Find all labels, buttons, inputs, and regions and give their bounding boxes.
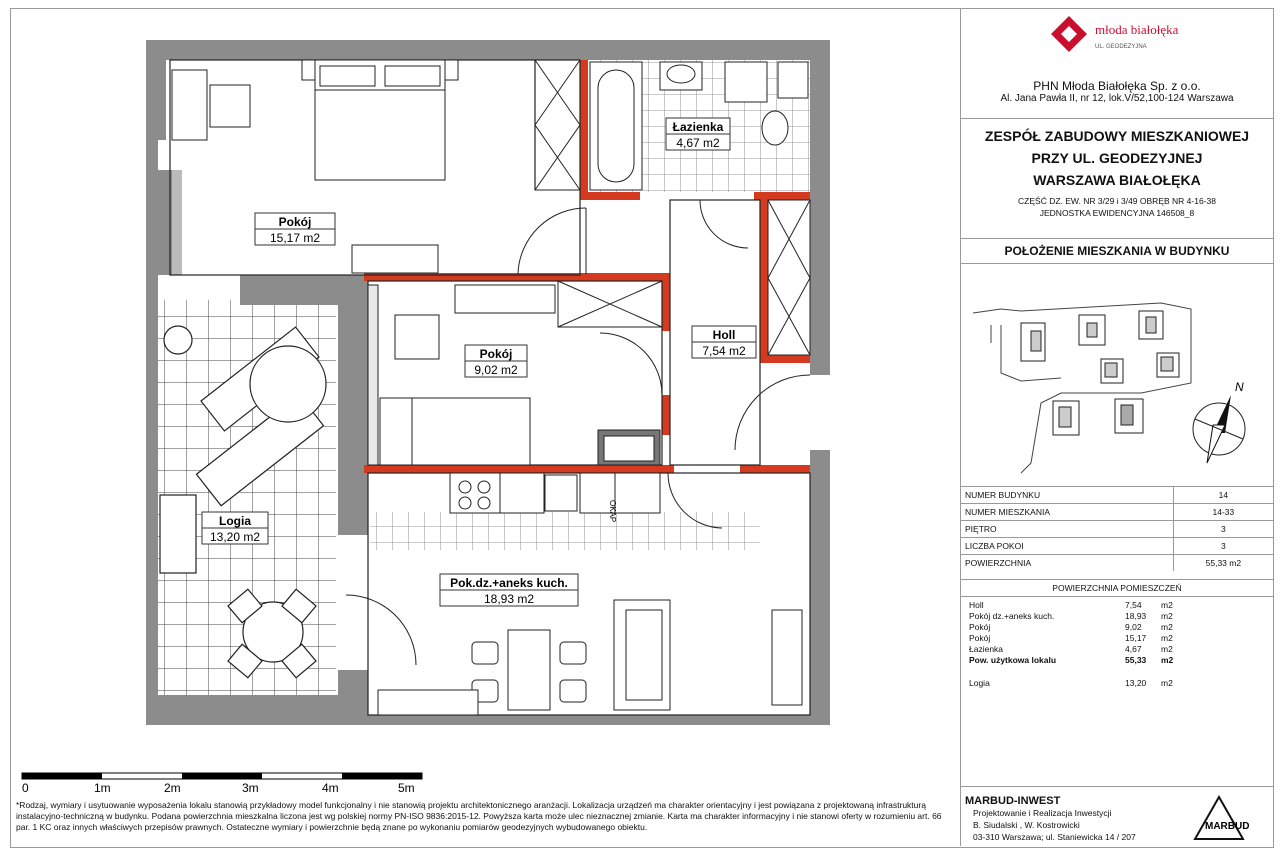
room-area: 18,93: [1125, 611, 1147, 621]
room-row-total: [969, 655, 1269, 666]
room-row: [969, 622, 1269, 633]
developer-block: [961, 8, 1273, 118]
contractor-logo: [1189, 793, 1269, 843]
room-label-bathroom: [666, 118, 730, 150]
site-map: [961, 263, 1273, 485]
room-unit: m2: [1161, 622, 1173, 632]
room-unit: m2: [1161, 611, 1173, 621]
room-label-bedroom1: [255, 213, 335, 245]
compass: [1193, 380, 1245, 463]
contractor-line1: Projektowanie i Realizacja Inwestycji: [973, 808, 1112, 818]
developer-logo: [1047, 12, 1187, 70]
room-unit: m2: [1161, 678, 1173, 688]
info-label: NUMER BUDYNKU: [961, 487, 1173, 504]
bedroom1-name: Pokój: [278, 215, 312, 229]
wardrobe-2: [558, 281, 662, 327]
info-row: [961, 538, 1273, 555]
bathroom-name: Łazienka: [672, 120, 724, 134]
info-value: 14-33: [1173, 504, 1273, 521]
project-unit: JEDNOSTKA EWIDENCYJNA 146508_8: [1039, 208, 1195, 218]
okap-label: OKAP: [608, 500, 617, 523]
info-row: [961, 555, 1273, 572]
room-row: [969, 633, 1269, 644]
logo-subtext: UL. GEODEZYJNA: [1095, 44, 1147, 50]
hall-name: Holl: [712, 328, 736, 342]
tv-unit: [772, 610, 802, 705]
loggia-name: Logia: [219, 514, 251, 528]
location-heading: POŁOŻENIE MIESZKANIA W BUDYNKU: [961, 238, 1273, 264]
radiator-2: [378, 690, 478, 715]
info-label: POWIERZCHNIA: [961, 555, 1173, 572]
room-area: 15,17: [1125, 633, 1147, 643]
contractor-block: [961, 786, 1273, 847]
developer-address: Al. Jana Pawła II, nr 12, lok.V/52,100-124 Warszawa: [1000, 93, 1234, 104]
bathroom-area: 4,67 m2: [676, 136, 720, 150]
room-row: [969, 644, 1269, 655]
loggia-area: 13,20 m2: [209, 530, 261, 544]
radiator-1: [352, 245, 438, 273]
project-plot: CZĘŚĆ DZ. EW. NR 3/29 i 3/49 OBRĘB NR 4-16-38: [1018, 196, 1216, 206]
info-label: NUMER MIESZKANIA: [961, 504, 1173, 521]
room-area: 9,02: [1125, 622, 1142, 632]
living-name: Pok.dz.+aneks kuch.: [450, 576, 568, 590]
kitchen-tiles: [370, 512, 760, 550]
scale-tick-1: 1m: [94, 781, 111, 795]
scale-tick-5: 5m: [398, 781, 415, 795]
wardrobe-hall: [768, 200, 810, 355]
project-line3: WARSZAWA BIAŁOŁĘKA: [1033, 172, 1201, 188]
bedroom1-area: 15,17 m2: [269, 231, 321, 245]
washbasin: [660, 62, 702, 90]
rooms-list: [969, 600, 1269, 689]
contractor-name: MARBUD-INWEST: [965, 795, 1061, 807]
room-name: Logia: [969, 678, 990, 688]
info-value: 3: [1173, 538, 1273, 555]
room-unit: m2: [1161, 644, 1173, 654]
contractor-logo-text: MARBUD: [1205, 821, 1250, 832]
info-value: 55,33 m2: [1173, 555, 1273, 572]
room-name: Holl: [969, 600, 984, 610]
scale-tick-4: 4m: [322, 781, 339, 795]
apartment-info-table: [961, 486, 1273, 571]
info-row: [961, 521, 1273, 538]
scale-bar: [20, 770, 440, 800]
scale-tick-2: 2m: [164, 781, 181, 795]
dining-set: [472, 630, 586, 710]
bathtub: [590, 62, 642, 190]
disclaimer-footnote: *Rodzaj, wymiary i usytuowanie wyposażenia lokalu stanowią przykładowy model funkcjonalny i nie stanowią projektu architektonicznego aranżacji. Lokalizacja urządzeń ma charakter orientacyjny i jest powiązana z projektowaną infrastrukturą instalacyjno-techniczną w budynku. Podana powierzchnia mieszkalna liczona jest wg polskiej normy PN-ISO 9836:2015-12. Powyższa karta może ulec nieznacznej zmianie. Karta ma charakter informacyjny i nie stanowi oferty w rozumieniu art. 66 par. 1 KC oraz innych właściwych przepisów prawnych. Ostateczne wymiary i powierzchnie będą znane po wykonaniu pomiarów geodezyjnych wybudowanego obiektu.: [16, 800, 942, 832]
info-value: 14: [1173, 487, 1273, 504]
info-row: [961, 504, 1273, 521]
bedroom2-name: Pokój: [479, 347, 513, 361]
room-name: Pokój: [969, 622, 991, 632]
project-line1: ZESPÓŁ ZABUDOWY MIESZKANIOWEJ: [984, 128, 1250, 144]
rooms-heading: POWIERZCHNIA POMIESZCZEŃ: [961, 579, 1273, 597]
info-label: LICZBA POKOI: [961, 538, 1173, 555]
room-area: 4,67: [1125, 644, 1142, 654]
living-area: 18,93 m2: [483, 592, 535, 606]
room-unit: m2: [1161, 600, 1173, 610]
room-area: 13,20: [1125, 678, 1147, 688]
room-row: [969, 611, 1269, 622]
room-unit: m2: [1161, 655, 1174, 665]
info-label: PIĘTRO: [961, 521, 1173, 538]
room-row-loggia: [969, 678, 1269, 689]
logo-text: młoda białołęka: [1095, 22, 1179, 37]
room-label-bedroom2: [465, 345, 527, 377]
room-area: 7,54: [1125, 600, 1142, 610]
project-title: [961, 118, 1273, 239]
room-name: Pokój: [969, 633, 991, 643]
contractor-line2: B. Siudalski , W. Kostrowicki: [973, 820, 1080, 830]
scale-tick-0: 0: [22, 781, 29, 795]
scale-tick-3: 3m: [242, 781, 259, 795]
room-label-loggia: [202, 512, 268, 544]
developer-name: PHN Młoda Białołęka Sp. z o.o.: [1033, 79, 1201, 93]
project-line2: PRZY UL. GEODEZYJNEJ: [1031, 150, 1203, 166]
double-bed: [302, 60, 458, 180]
contractor-line3: 03-310 Warszawa; ul. Staniewicka 14 / 207: [973, 832, 1136, 842]
sofa: [614, 600, 670, 710]
room-row: [969, 600, 1269, 611]
info-row: [961, 487, 1273, 504]
room-area: 55,33: [1125, 655, 1147, 665]
room-label-living: [440, 574, 578, 606]
room-name: Pow. użytkowa lokalu: [969, 655, 1057, 665]
info-panel: [960, 8, 1273, 846]
wardrobe-1: [535, 60, 580, 190]
info-value: 3: [1173, 521, 1273, 538]
floor-plan: [120, 30, 840, 730]
room-name: Pokój dz.+aneks kuch.: [969, 611, 1055, 621]
room-name: Łazienka: [969, 644, 1004, 654]
desk-bedroom1: [172, 70, 250, 140]
room-unit: m2: [1161, 633, 1173, 643]
compass-north: N: [1235, 380, 1244, 394]
room-label-hall: [692, 326, 756, 358]
hall-area: 7,54 m2: [702, 344, 746, 358]
single-bed: [380, 398, 530, 465]
bedroom2-area: 9,02 m2: [474, 363, 518, 377]
